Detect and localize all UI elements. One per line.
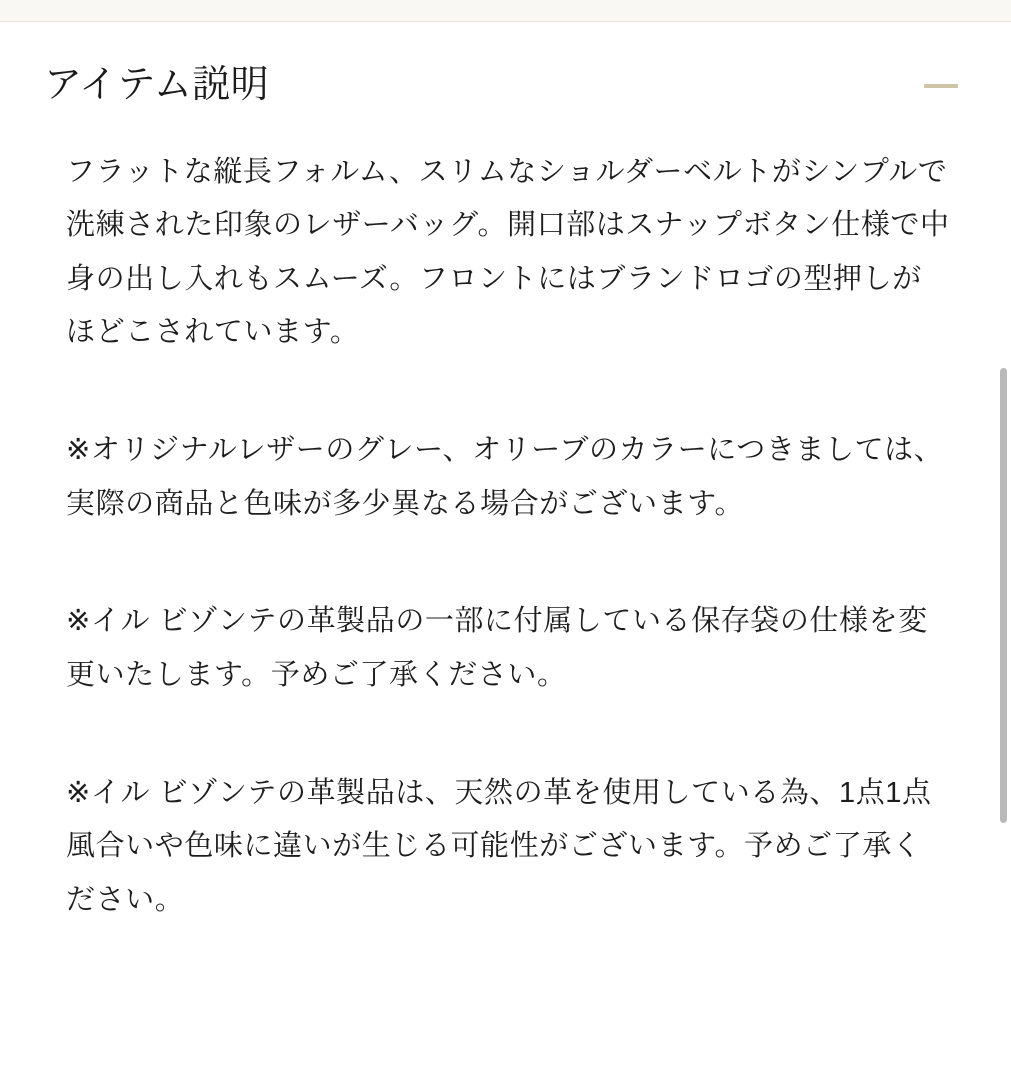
- description-paragraph: ※イル ビゾンテの革製品は、天然の革を使用している為、1点1点風合いや色味に違いが生じる可能性がございます。予めご了承ください。: [66, 776, 932, 916]
- description-paragraph: フラットな縦長フォルム、スリムなショルダーベルトがシンプルで洗練された印象のレザーバッグ。開口部はスナップボタン仕様で中身の出し入れもスムーズ。フロントにはブランドロゴの型押しがほどこされています。: [66, 155, 950, 349]
- description-text-block: [0, 110, 1011, 928]
- page-title: アイテム説明: [44, 64, 269, 106]
- item-description-panel: [0, 22, 1011, 1080]
- minus-icon-bar: [924, 84, 958, 88]
- description-paragraph: ※オリジナルレザーのグレー、オリーブのカラーにつきましては、実際の商品と色味が多少異なる場合がございます。: [66, 434, 944, 520]
- top-divider-strip: [0, 0, 1011, 22]
- section-header: [0, 22, 1011, 110]
- minus-icon[interactable]: [921, 69, 961, 103]
- scrollbar-thumb[interactable]: [1000, 368, 1007, 823]
- description-paragraph: ※イル ビゾンテの革製品の一部に付属している保存袋の仕様を変更いたします。予めご了承ください。: [66, 605, 928, 691]
